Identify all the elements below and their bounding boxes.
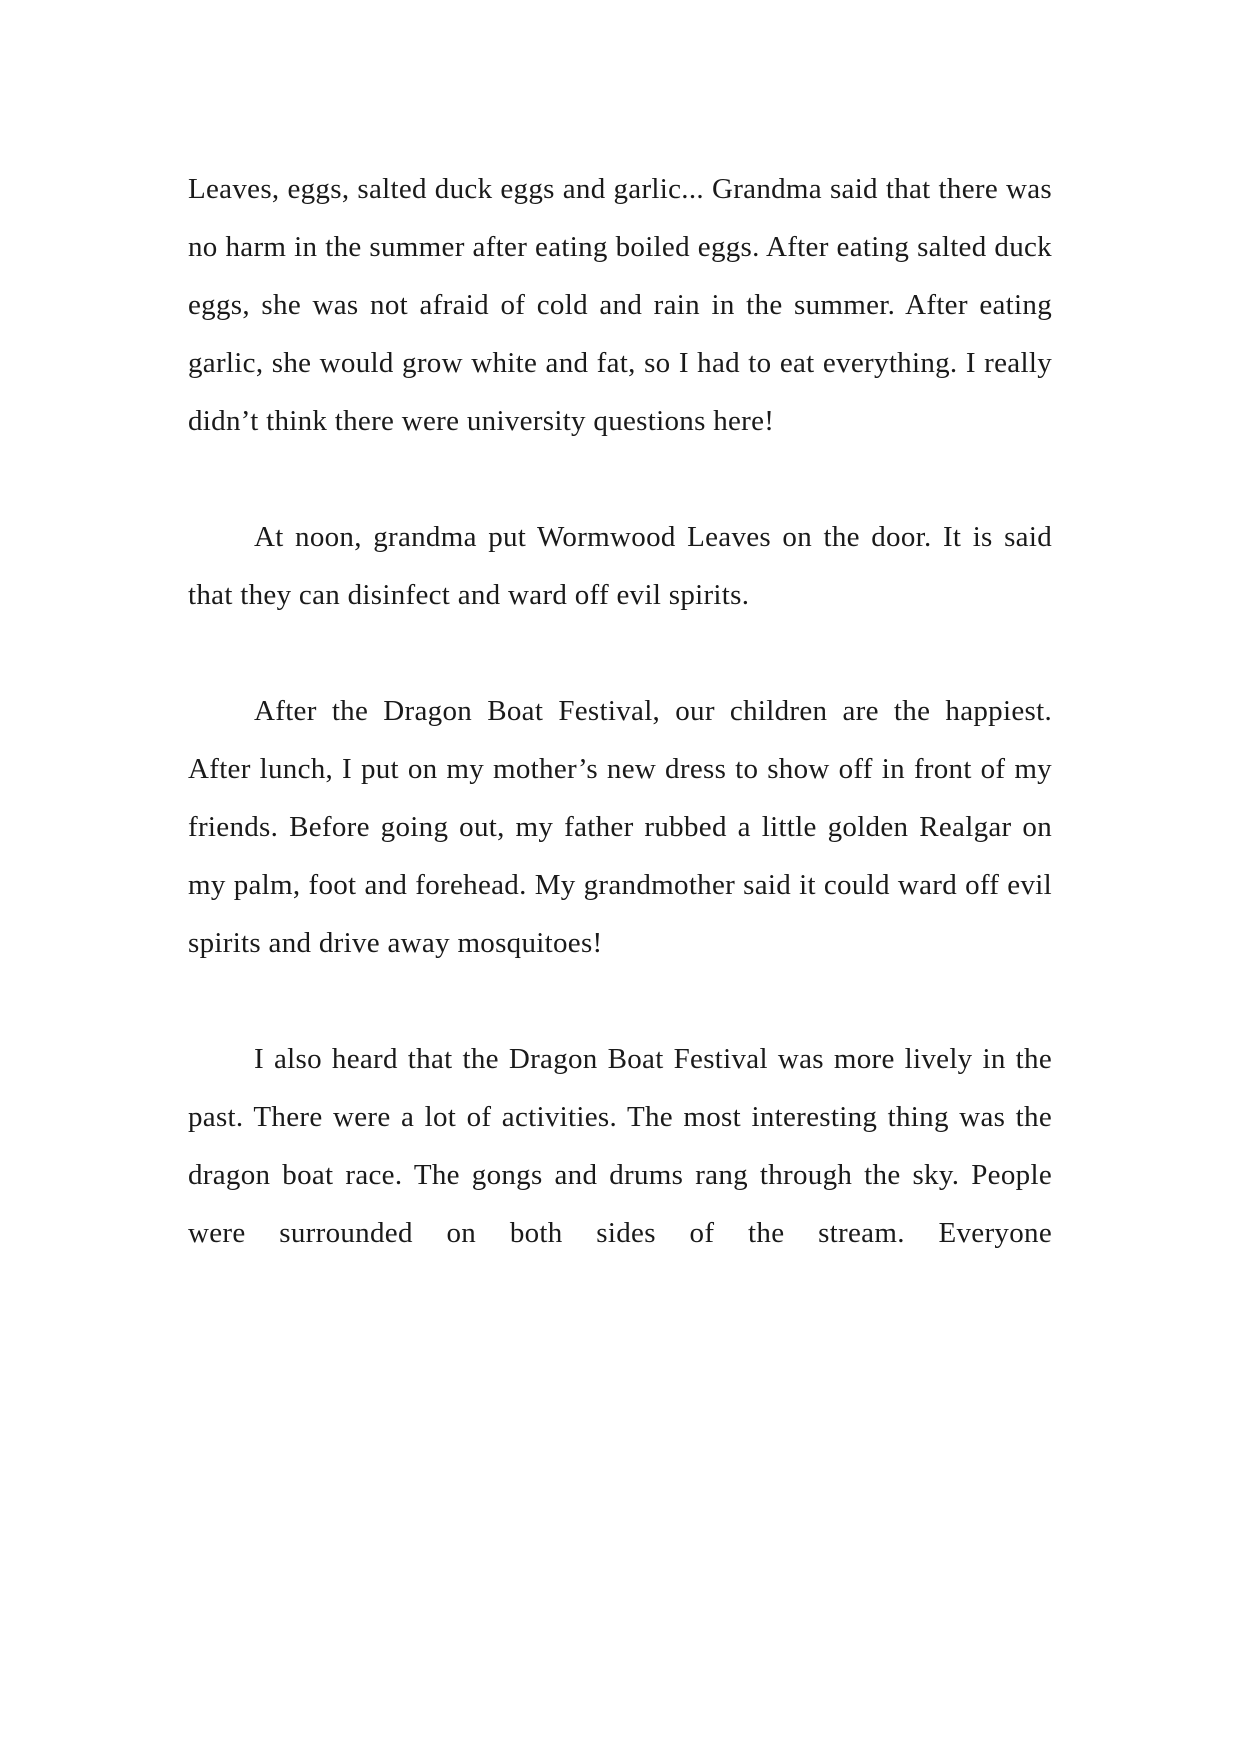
paragraph-2: At noon, grandma put Wormwood Leaves on the door. It is said that they can disinfect and ward off evil spirits. [188,521,1052,611]
paragraph-3: After the Dragon Boat Festival, our children are the happiest. After lunch, I put on my mother’s new dress to show off in front of my friends. Before going out, my father rubbed a little golden Realgar on my palm, foot and forehead. My grandmother said it could ward off evil spirits and drive away mosquitoes! [188,695,1052,959]
paragraph-1: Leaves, eggs, salted duck eggs and garlic... Grandma said that there was no harm in the summer after eating boiled eggs. After eating salted duck eggs, she was not afraid of cold and rain in the summer. After eating garlic, she would grow white and fat, so I had to eat everything. I really didn’t think there were university questions here! [188,173,1052,437]
paragraph-4: I also heard that the Dragon Boat Festival was more lively in the past. There were a lot of activities. The most interesting thing was the dragon boat race. The gongs and drums rang through the sky. People were surrounded on both sides of the stream. Everyone [188,1043,1052,1249]
document-body [188,160,1052,1262]
